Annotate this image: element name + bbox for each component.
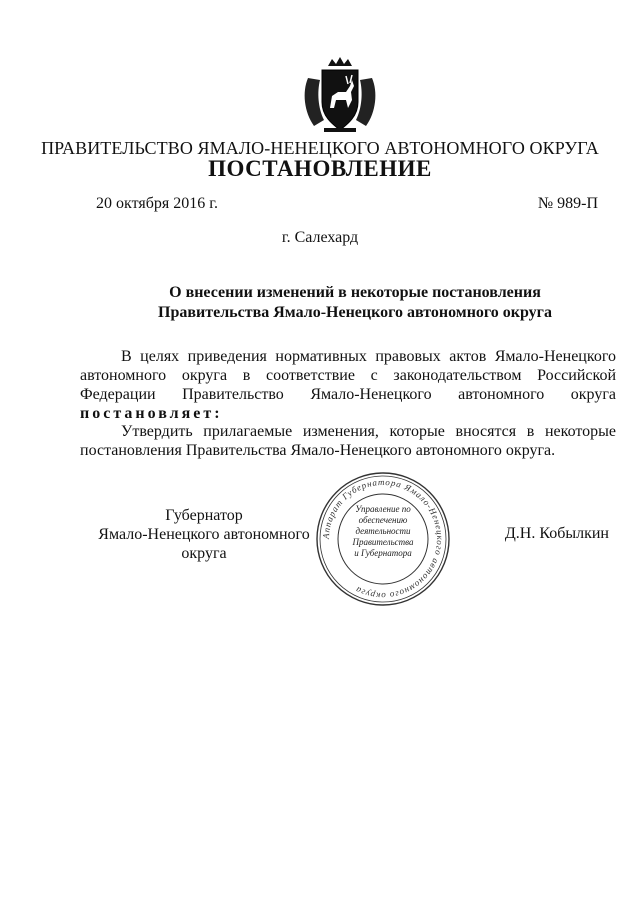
government-name: ПРАВИТЕЛЬСТВО ЯМАЛО-НЕНЕЦКОГО АВТОНОМНОГО ОКРУГА xyxy=(41,138,599,158)
stamp-ring-text: Аппарат Губернатора Ямало-Ненецкого автономного округа xyxy=(320,476,446,602)
coat-of-arms-icon xyxy=(300,56,380,134)
body-paragraph-2: Утвердить прилагаемые изменения, которые вносятся в некоторые постановления Правительства Ямало-Ненецкого автономного округа. xyxy=(80,423,616,459)
document-date: 20 октября 2016 г. xyxy=(96,195,218,212)
signatory-name: Д.Н. Кобылкин xyxy=(504,525,609,542)
stamp-line-1: Управление по xyxy=(355,504,411,514)
body-paragraph-1 xyxy=(80,347,616,423)
title-line-2: Правительства Ямало-Ненецкого автономного округа xyxy=(158,304,552,321)
stamp-center-text xyxy=(345,504,421,559)
document-number: № 989-П xyxy=(537,195,598,212)
stamp-line-2: обеспечению xyxy=(358,515,408,525)
document-type: ПОСТАНОВЛЕНИЕ xyxy=(208,156,432,181)
body-paragraph-1-text: В целях приведения нормативных правовых актов Ямало-Ненецкого автономного округа в соответствие с законодательством Российской Федерации Правительство Ямало-Ненецкого автономного округа xyxy=(80,348,616,403)
stamp-line-3: деятельности xyxy=(355,526,411,536)
document-city: г. Салехард xyxy=(281,229,359,246)
signatory-position xyxy=(80,506,328,563)
title-line-1: О внесении изменений в некоторые постановления xyxy=(169,284,541,301)
document-title xyxy=(90,283,620,323)
signatory-position-line-1: Губернатор xyxy=(165,507,243,524)
signatory-position-line-2: Ямало-Ненецкого автономного округа xyxy=(98,526,310,562)
resolution-keyword: постановляет: xyxy=(80,405,223,422)
stamp-line-5: и Губернатора xyxy=(354,548,412,558)
stamp-line-4: Правительства xyxy=(352,537,414,547)
